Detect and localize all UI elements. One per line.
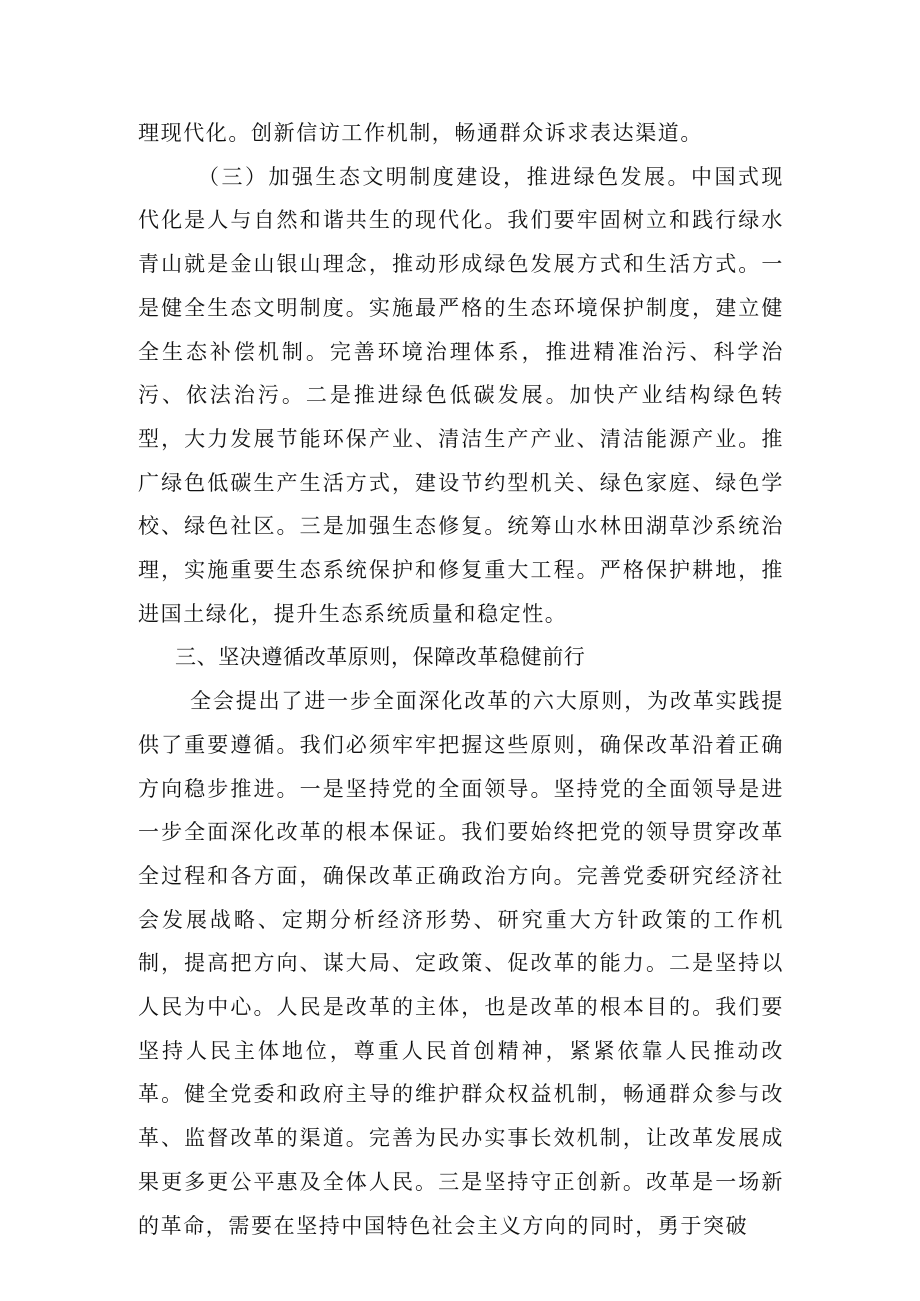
paragraph-reform-principles: 全会提出了进一步全面深化改革的六大原则，为改革实践提供了重要遵循。我们必须牢牢把握这些原则，确保改革沿着正确方向稳步推进。一是坚持党的全面领导。坚持党的全面领导是进一步全面深化改革的根本保证。我们要始终把党的领导贯穿改革全过程和各方面，确保改革正确政治方向。完善党委研究经济社会发展战略、定期分析经济形势、研究重大方针政策的工作机制，提高把方向、谋大局、定政策、促改革的能力。二是坚持以人民为中心。人民是改革的主体，也是改革的根本目的。我们要坚持人民主体地位，尊重人民首创精神，紧紧依靠人民推动改革。健全党委和政府主导的维护群众权益机制，畅通群众参与改革、监督改革的渠道。完善为民办实事长效机制，让改革发展成果更多更公平惠及全体人民。三是坚持守正创新。改革是一场新的革命，需要在坚持中国特色社会主义方向的同时，勇于突破 bbox=[138, 689, 784, 1238]
section-heading: 三、坚决遵循改革原则，保障改革稳健前行 bbox=[175, 645, 586, 670]
paragraph-ecology-subsection: （三）加强生态文明制度建设，推进绿色发展。中国式现代化是人与自然和谐共生的现代化。我们要牢固树立和践行绿水青山就是金山银山理念，推动形成绿色发展方式和生活方式。一是健全生态文明制度。实施最严格的生态环境保护制度，建立健全生态补偿机制。完善环境治理体系，推进精准治污、科学治污、依法治污。二是推进绿色低碳发展。加快产业结构绿色转型，大力发展节能环保产业、清洁生产产业、清洁能源产业。推广绿色低碳生产生活方式，建设节约型机关、绿色家庭、绿色学校、绿色社区。三是加强生态修复。统筹山水林田湖草沙系统治理，实施重要生态系统保护和修复重大工程。严格保护耕地，推进国土绿化，提升生态系统质量和稳定性。 bbox=[138, 164, 784, 626]
document-body bbox=[138, 112, 784, 1248]
paragraph-continuation: 理现代化。创新信访工作机制，畅通群众诉求表达渠道。 bbox=[138, 121, 703, 145]
